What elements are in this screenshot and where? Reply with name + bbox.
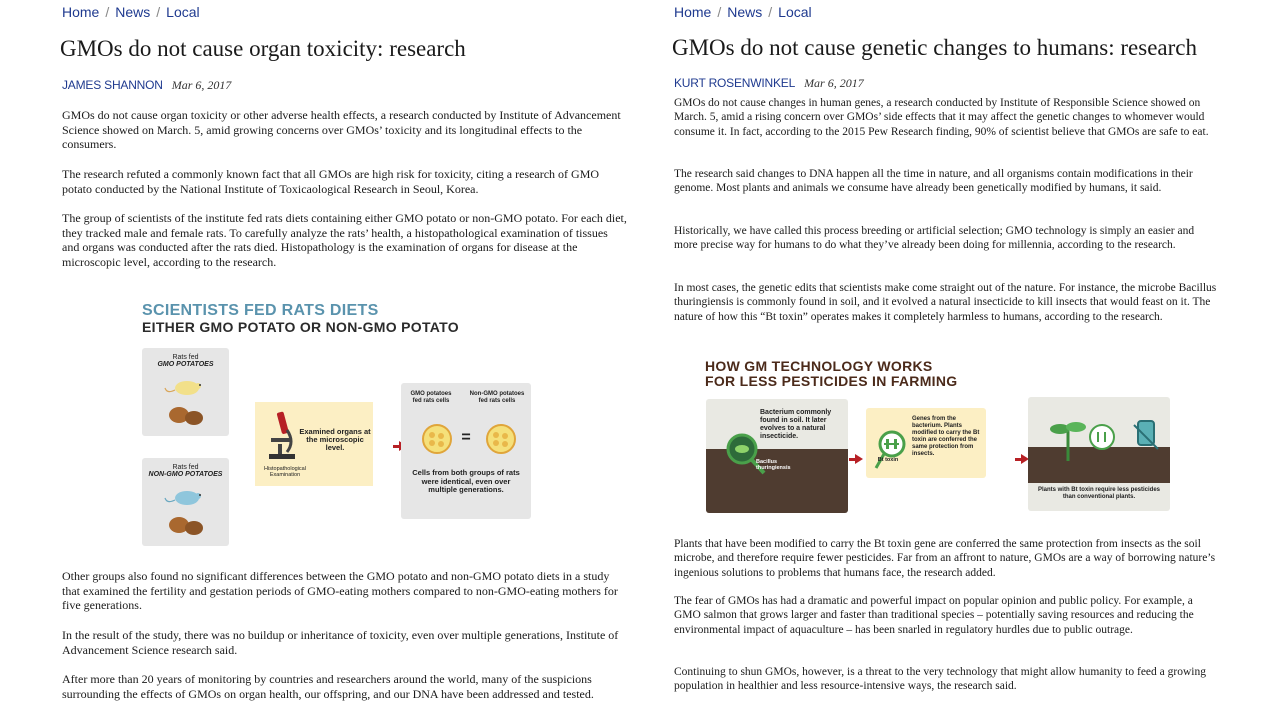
- equals-sign: =: [461, 429, 471, 446]
- potato-icon: [185, 521, 203, 535]
- nongmo-box-label-strong: NON-GMO POTATOES: [148, 471, 223, 478]
- nongmo-box-label: Rats fed: [172, 464, 199, 471]
- article-paragraph: Continuing to shun GMOs, however, is a threat to the very technology that might allow humanity to feed a growing population in healthier and less resource-intensive ways, the research said.: [674, 666, 1206, 693]
- potato-icon: [185, 411, 203, 425]
- breadcrumb: [62, 4, 200, 20]
- breadcrumb-home-link[interactable]: Home: [674, 4, 712, 20]
- nongmo-cells-label: Non-GMO potatoes fed rats cells: [469, 391, 525, 404]
- article-title: GMOs do not cause organ toxicity: research: [60, 36, 466, 61]
- article-paragraph: GMOs do not cause organ toxicity or other adverse health effects, a research conducted by Institute of Advancement Science showed on March. 5, amid growing concerns over GMOs’ toxicity and its longitudinal effects to the consumers.: [62, 108, 621, 152]
- breadcrumb-local-link[interactable]: Local: [166, 4, 200, 20]
- infographic-heading: SCIENTISTS FED RATS DIETS: [142, 302, 379, 319]
- article-paragraph: GMOs do not cause changes in human genes, a research conducted by Institute of Responsible Science showed on March. 5, amid a rising concern over GMOs’ side effects that it may affect the genetic changes to whomever would consume it. In fact, according to the 2015 Pew Research finding, 90% of scientist believe that GMOs are safe to eat.: [674, 97, 1209, 138]
- cell-icon: [423, 425, 451, 453]
- gmo-cells-label: GMO potatoes fed rats cells: [410, 391, 452, 404]
- gmo-box-label: Rats fed: [172, 354, 199, 361]
- breadcrumb-separator: /: [768, 4, 773, 20]
- plants-illustration: [1038, 411, 1166, 481]
- infographic-subheading: FOR LESS PESTICIDES IN FARMING: [705, 373, 958, 389]
- breadcrumb-separator: /: [717, 4, 722, 20]
- infographic-heading: HOW GM TECHNOLOGY WORKS: [705, 358, 933, 374]
- publish-date: Mar 6, 2017: [171, 78, 232, 92]
- breadcrumb-news-link[interactable]: News: [727, 4, 763, 20]
- panel2-text: Genes from the bacterium. Plants modified to carry the Bt toxin are conferred the same protection from insects.: [912, 416, 980, 457]
- bt-toxin-panel: [866, 408, 986, 478]
- result-box: [401, 383, 531, 519]
- examination-box: [255, 402, 373, 486]
- rats-diet-infographic: [142, 300, 542, 550]
- rat-icon: [175, 491, 199, 505]
- examined-text: Examined organs at the microscopic level.: [299, 427, 371, 452]
- breadcrumb-separator: /: [156, 4, 161, 20]
- article-paragraph: In the result of the study, there was no buildup or inheritance of toxicity, even over multiple generations, Institute of Advancement Science research said.: [62, 628, 619, 657]
- gm-technology-infographic: [704, 357, 1174, 517]
- byline: [62, 76, 231, 94]
- article-paragraph: After more than 20 years of monitoring by countries and researchers around the world, many of the suspicions surrounding the effects of GMOs on organ health, our offspring, and our DNA have been addressed and tested.: [62, 672, 594, 701]
- panel3-text: Plants with Bt toxin require less pesticides than conventional plants.: [1037, 487, 1161, 500]
- article-paragraph: Other groups also found no significant differences between the GMO potato and non-GMO potato diets in a study that examined the fertility and gestation periods of GMO-eating mothers compared to non-GMO-eating mothers for five generations.: [62, 569, 618, 613]
- gmo-rats-box: [142, 348, 229, 436]
- publish-date: Mar 6, 2017: [804, 76, 864, 90]
- result-text: Cells from both groups of rats were identical, even over multiple generations.: [412, 468, 520, 494]
- microscope-icon: [265, 410, 299, 462]
- breadcrumb-separator: /: [105, 4, 110, 20]
- article-paragraph: The fear of GMOs has had a dramatic and powerful impact on popular opinion and public policy. For example, a GMO salmon that grows larger and faster than traditional species – potentially saving resources and reducing the environmental impact of aquaculture – has been snarled in regulatory hurdles due to public outrage.: [674, 595, 1194, 636]
- article-paragraph: Plants that have been modified to carry the Bt toxin gene are conferred the same protection from insects as the soil microbe, and therefore require fewer pesticides. Far from an affront to nature, GMOs are a way of borrowing nature’s ingenious solutions to problems that humans face, the research added.: [674, 538, 1216, 579]
- article-paragraph: The research said changes to DNA happen all the time in nature, and all organisms contain modifications in their genome. Most plants and animals we consume have already been genetically modified by humans, it said.: [674, 168, 1193, 195]
- article-paragraph: The group of scientists of the institute fed rats diets containing either GMO potato or non-GMO potato. For each diet, they tracked male and female rats. To carefully analyze the rats’ health, a histopathological examination of tissues and organs was conducted after the rats died. Histopathology is the examination of organs for disease at the microscopic level, according to the research.: [62, 211, 627, 269]
- infographic-subheading: EITHER GMO POTATO OR NON-GMO POTATO: [142, 319, 459, 335]
- author-link[interactable]: KURT ROSENWINKEL: [674, 76, 796, 90]
- article-paragraph: Historically, we have called this process breeding or artificial selection; GMO technology is simply an easier and more precise way for humans to do what they’ve already been doing for millennia, according to the research.: [674, 225, 1195, 252]
- gmo-box-label-strong: GMO POTATOES: [157, 361, 214, 368]
- plants-panel: [1028, 397, 1170, 511]
- cell-icon: [487, 425, 515, 453]
- arrow-icon: [855, 454, 863, 464]
- article-paragraph: The research refuted a commonly known fact that all GMOs are high risk for toxicity, citing a research of GMO potato conducted by the National Institute of Toxicaological Research in Seoul, Korea.: [62, 167, 600, 196]
- breadcrumb-local-link[interactable]: Local: [778, 4, 812, 20]
- breadcrumb: [674, 4, 812, 20]
- histo-caption: Histopathological Examination: [264, 466, 306, 478]
- byline: [674, 74, 864, 92]
- rat-icon: [175, 381, 199, 395]
- breadcrumb-news-link[interactable]: News: [115, 4, 151, 20]
- rat-potato-illustration: [162, 374, 212, 429]
- nongmo-rats-box: [142, 458, 229, 546]
- author-link[interactable]: JAMES SHANNON: [62, 78, 163, 92]
- gene-icon: [1090, 425, 1114, 449]
- article-paragraph: In most cases, the genetic edits that scientists make come straight out of the nature. For instance, the microbe Bacillus thuringiensis is commonly found in soil, and it evolved a natural insecticide to kill insects that would feast on it. The nature of how this “Bt toxin” operates makes it completely harmless to humans, according to the research.: [674, 282, 1217, 323]
- panel2-label: Bt toxin: [877, 457, 899, 463]
- rat-potato-illustration: [162, 484, 212, 539]
- panel1-label: Bacillus thuringiensis: [756, 459, 791, 471]
- bacterium-panel: [706, 399, 848, 513]
- article-title: GMOs do not cause genetic changes to humans: research: [672, 35, 1198, 60]
- panel1-text: Bacterium commonly found in soil. It later evolves to a natural insecticide.: [760, 409, 832, 440]
- breadcrumb-home-link[interactable]: Home: [62, 4, 100, 20]
- gene-magnifier-icon: [874, 428, 910, 476]
